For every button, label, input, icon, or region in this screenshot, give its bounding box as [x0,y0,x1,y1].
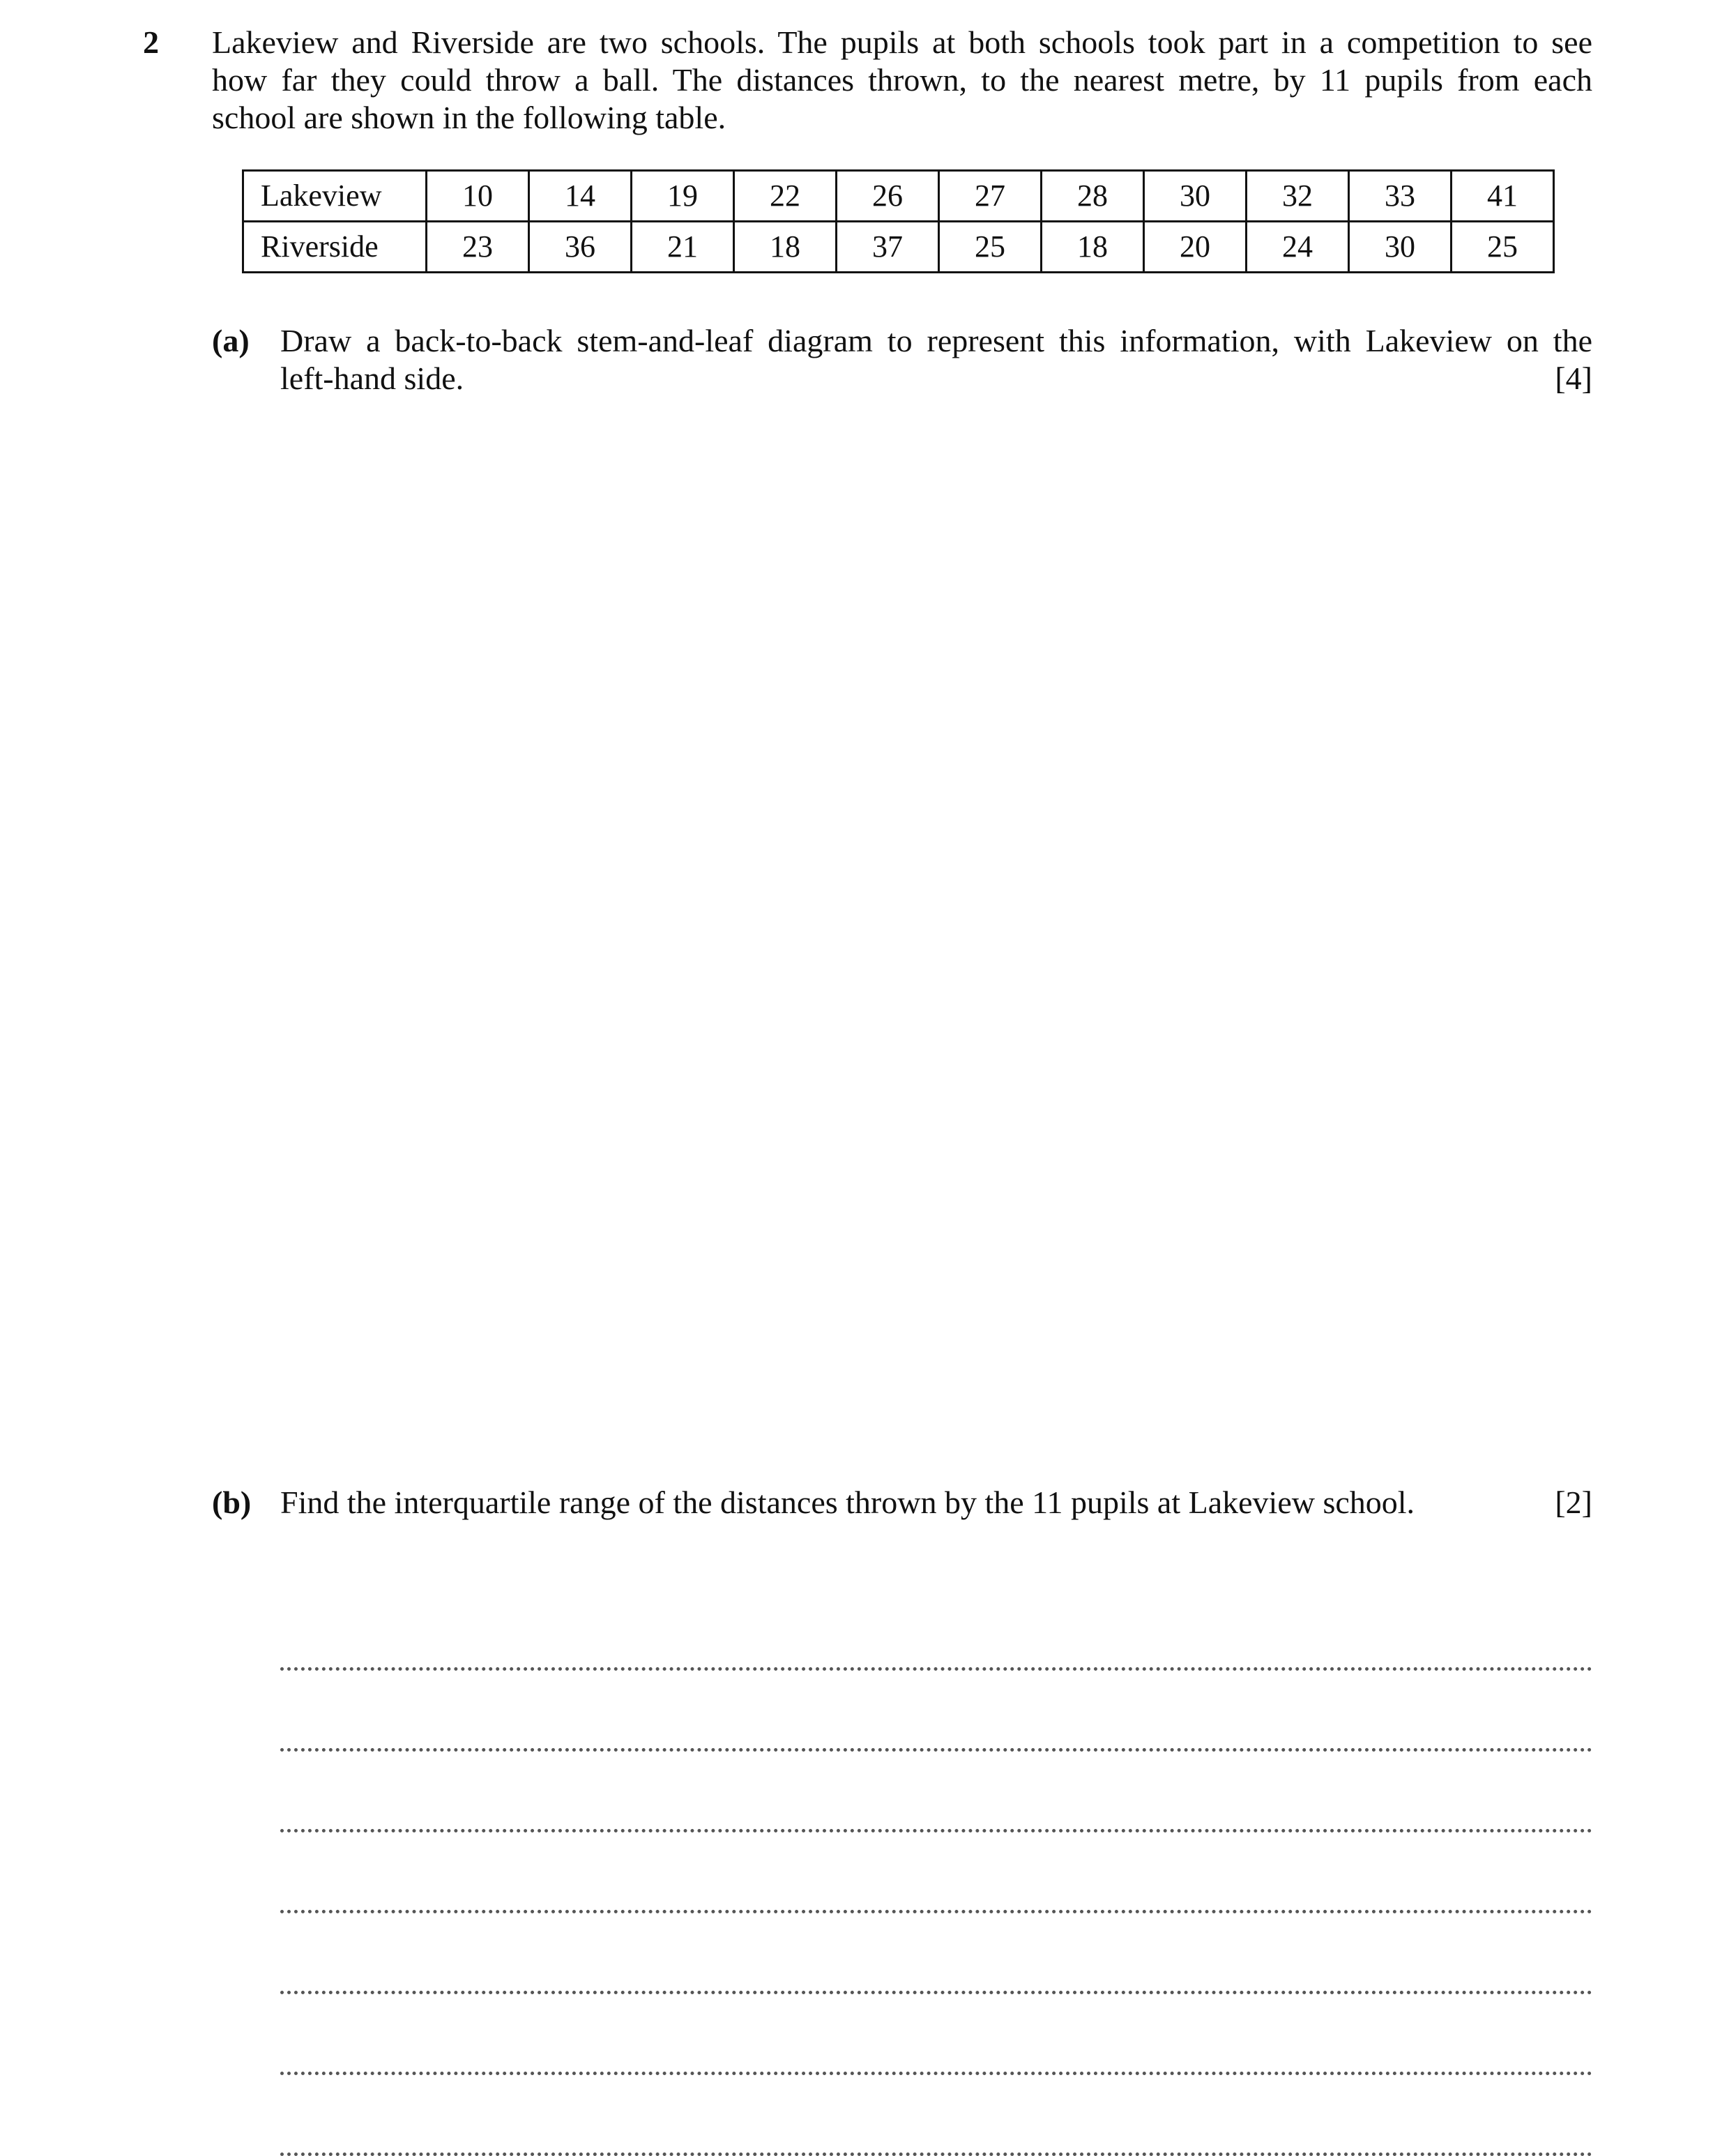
answer-line[interactable] [280,1913,1592,1994]
table-cell: 25 [939,222,1042,273]
table-row-riverside [243,222,1554,273]
table-cell: 22 [734,171,837,222]
table-cell: 37 [837,222,939,273]
answer-line[interactable] [280,1832,1592,1913]
table-cell: 25 [1452,222,1554,273]
part-a-label: (a) [212,323,250,358]
answer-line[interactable] [280,2075,1592,2156]
table-cell: 30 [1349,222,1452,273]
table-cell: 27 [939,171,1042,222]
table-cell: 21 [632,222,734,273]
answer-line[interactable] [280,1590,1592,1671]
distance-table [242,169,1555,273]
table-cell: 26 [837,171,939,222]
answer-line[interactable] [280,1671,1592,1752]
row-label: Lakeview [243,171,427,222]
table-cell: 24 [1247,222,1349,273]
table-cell: 36 [529,222,632,273]
intro-line: how far they could throw a ball. The distances thrown, to the nearest metre, by 11 pupils from each [212,62,1592,98]
table-row-lakeview [243,171,1554,222]
table-cell: 18 [1042,222,1144,273]
intro-line: school are shown in the following table. [212,100,726,135]
table-cell: 28 [1042,171,1144,222]
table-cell: 23 [427,222,529,273]
question-intro [212,24,1592,137]
table-cell: 14 [529,171,632,222]
table-cell: 18 [734,222,837,273]
answer-line[interactable] [280,1752,1592,1832]
table-cell: 33 [1349,171,1452,222]
question-number: 2 [143,24,159,60]
part-a-marks: [4] [1555,360,1592,396]
table-cell: 41 [1452,171,1554,222]
row-label: Riverside [243,222,427,273]
part-b-text: Find the interquartile range of the distances thrown by the 11 pupils at Lakeview school. [280,1485,1415,1520]
part-a-text-line2: left-hand side. [280,360,464,396]
table-cell: 10 [427,171,529,222]
answer-line[interactable] [280,1994,1592,2075]
part-b-marks: [2] [1555,1485,1592,1520]
part-b-label: (b) [212,1485,252,1520]
table-cell: 20 [1144,222,1247,273]
table-cell: 32 [1247,171,1349,222]
intro-line: Lakeview and Riverside are two schools. The pupils at both schools took part in a competition to see [212,24,1592,60]
table-cell: 30 [1144,171,1247,222]
answer-lines [280,1590,1592,2156]
part-a-text-line1: Draw a back-to-back stem-and-leaf diagram to represent this information, with Lakeview on the [280,323,1592,358]
table-cell: 19 [632,171,734,222]
